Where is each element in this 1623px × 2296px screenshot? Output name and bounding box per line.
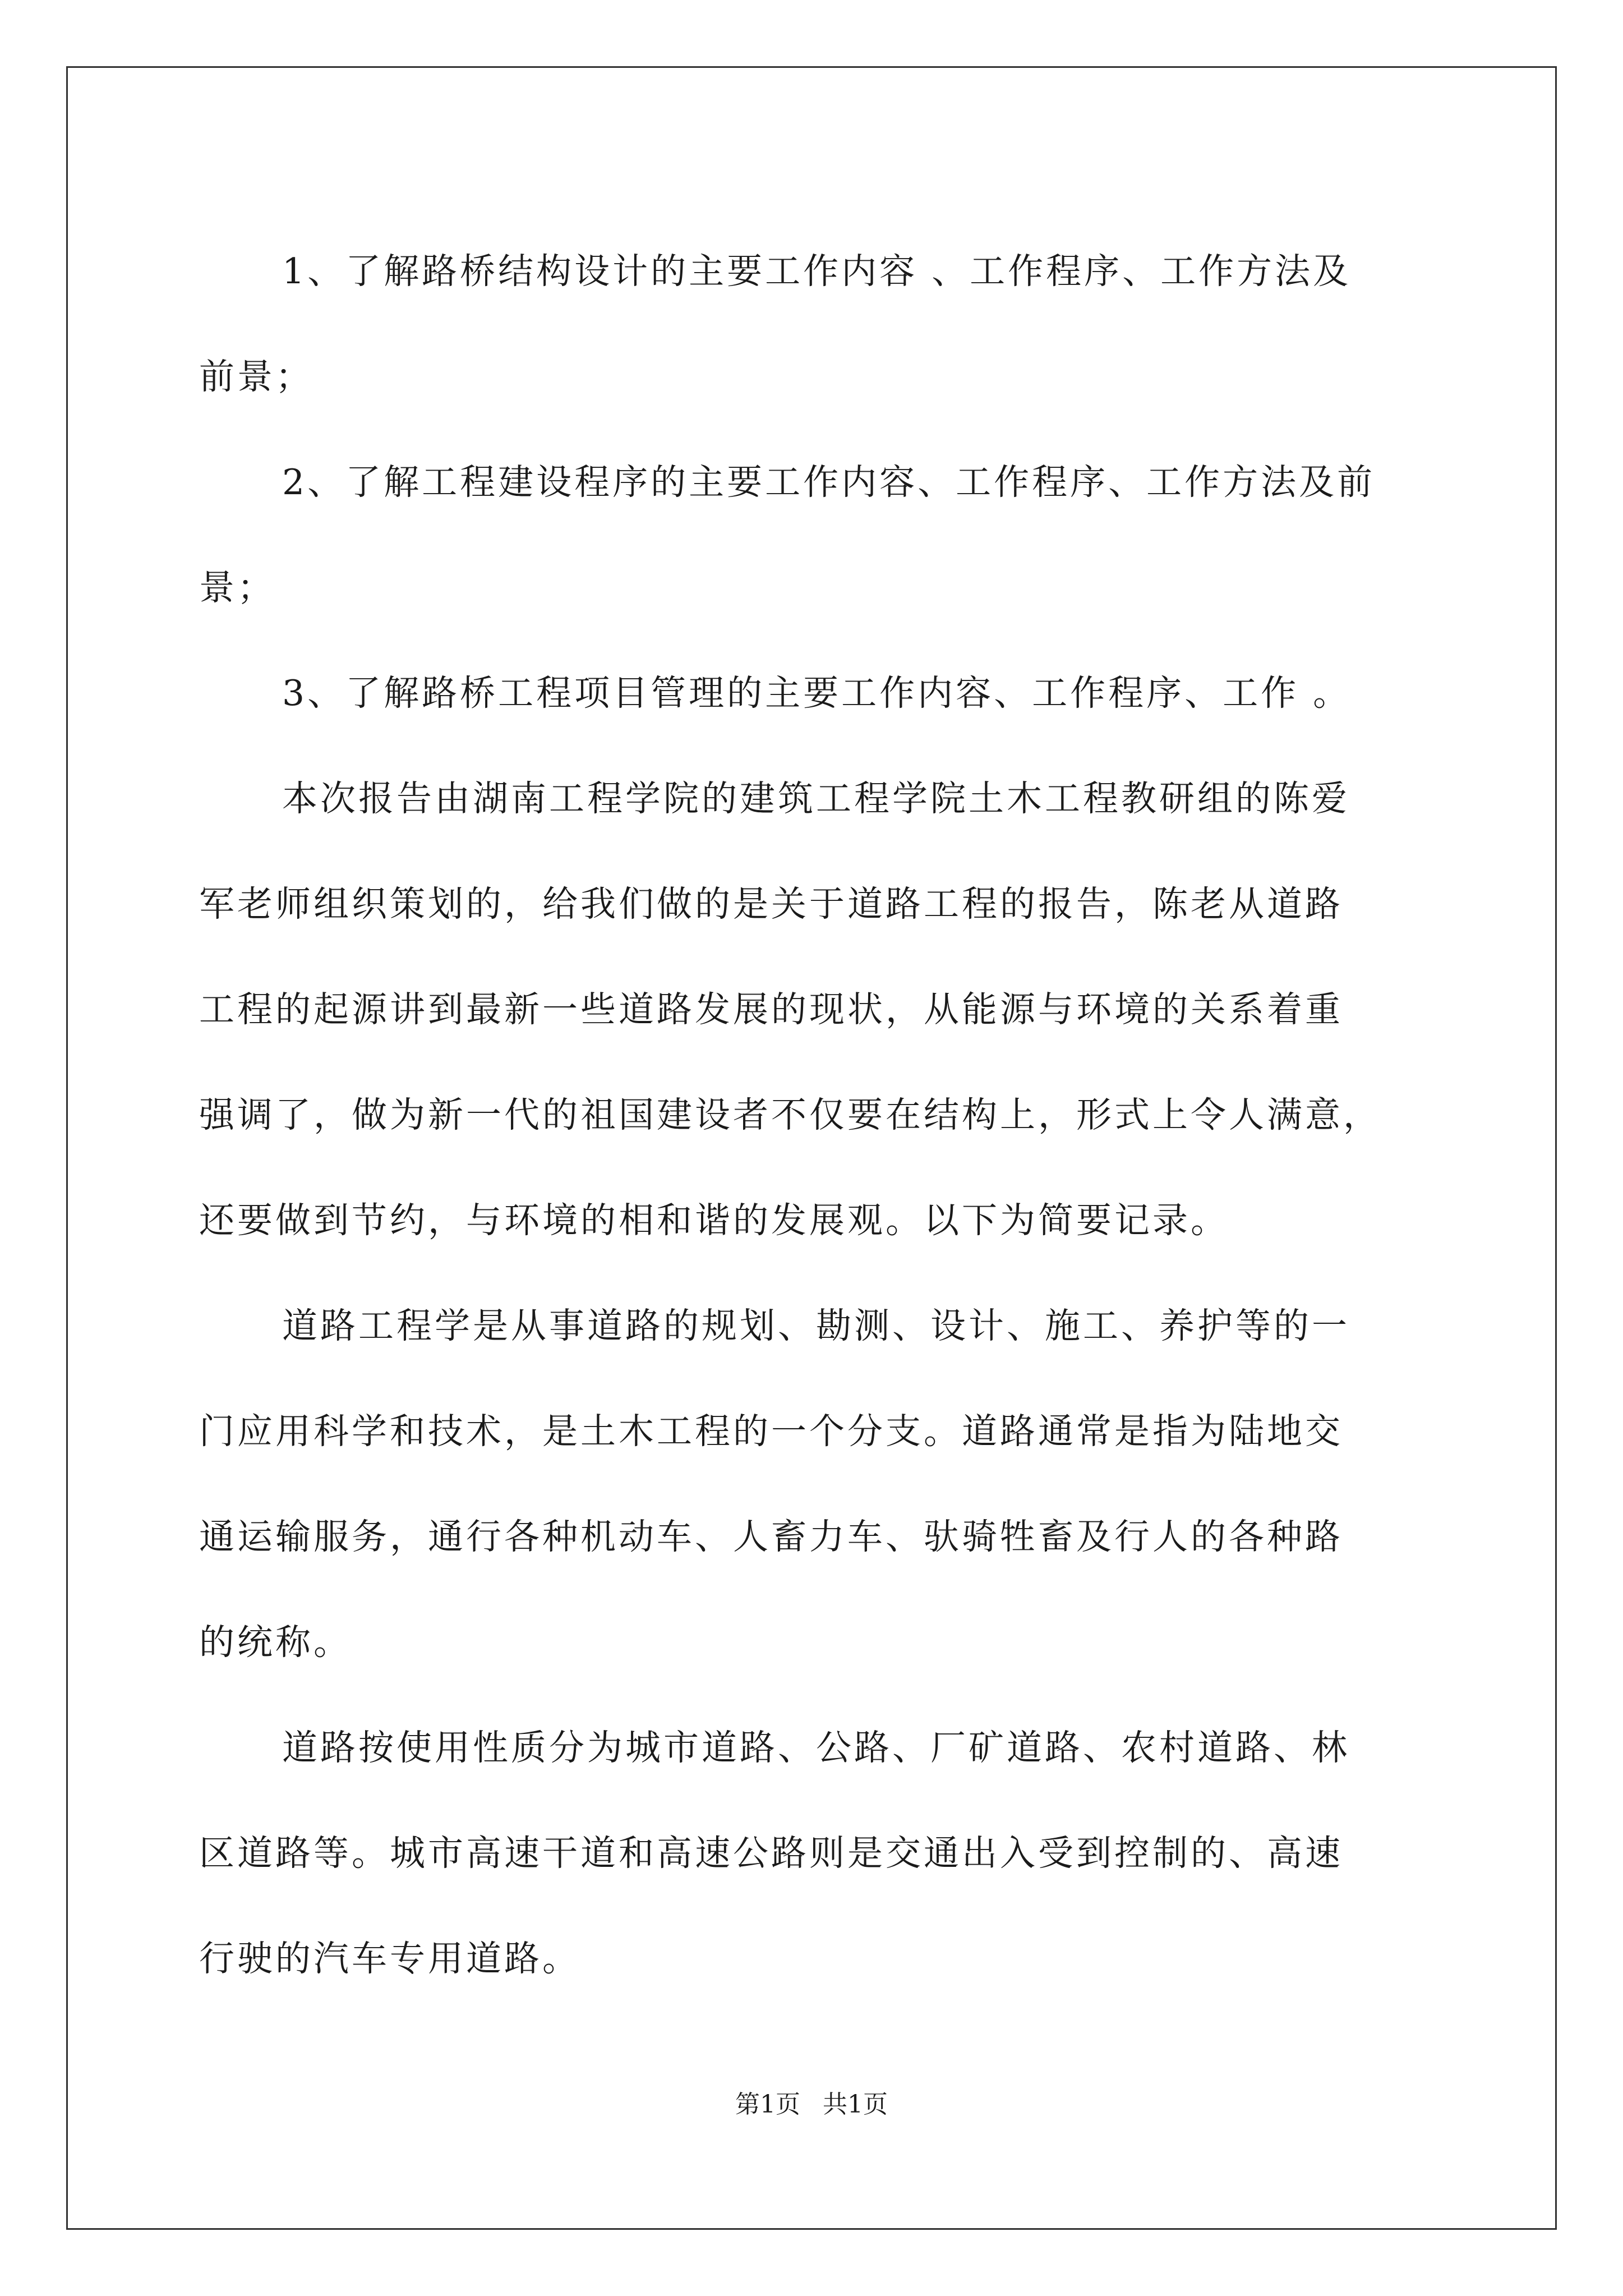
paragraph-line: 门应用科学和技术，是土木工程的一个分支。道路通常是指为陆地交: [199, 1411, 1343, 1452]
paragraph-line: 还要做到节约，与环境的相和谐的发展观。以下为简要记录。: [199, 1200, 1229, 1241]
paragraph-line: 3、了解路桥工程项目管理的主要工作内容、工作程序、工作 。: [282, 673, 1352, 714]
paragraph-line: 景；: [199, 567, 275, 608]
paragraph-line: 本次报告由湖南工程学院的建筑工程学院土木工程教研组的陈爱: [282, 778, 1350, 819]
paragraph-line: 1、了解路桥结构设计的主要工作内容 、工作程序、工作方法及: [282, 251, 1352, 292]
page-footer: [0, 2088, 1623, 2122]
paragraph-line: 的统称。: [199, 1622, 352, 1663]
paragraph-line: 区道路等。城市高速干道和高速公路则是交通出入受到控制的、高速: [199, 1833, 1343, 1874]
page-total: 共1页: [823, 2090, 888, 2119]
document-body: [199, 219, 1426, 2012]
paragraph-1: [199, 219, 1426, 430]
paragraph-line: 军老师组织策划的，给我们做的是关于道路工程的报告，陈老从道路: [199, 884, 1343, 924]
paragraph-line: 强调了，做为新一代的祖国建设者不仅要在结构上，形式上令人满意，: [199, 1094, 1381, 1135]
paragraph-4: [199, 746, 1426, 1273]
paragraph-3: [199, 641, 1426, 746]
paragraph-2: [199, 430, 1426, 641]
paragraph-line: 工程的起源讲到最新一些道路发展的现状，从能源与环境的关系着重: [199, 989, 1343, 1030]
paragraph-6: [199, 1695, 1426, 2012]
page-number: 第1页: [735, 2090, 800, 2119]
paragraph-line: 行驶的汽车专用道路。: [199, 1938, 580, 1979]
paragraph-line: 前景；: [199, 356, 313, 397]
paragraph-5: [199, 1273, 1426, 1695]
paragraph-line: 道路工程学是从事道路的规划、勘测、设计、施工、养护等的一: [282, 1305, 1350, 1346]
paragraph-line: 道路按使用性质分为城市道路、公路、厂矿道路、农村道路、林: [282, 1727, 1350, 1768]
paragraph-line: 通运输服务，通行各种机动车、人畜力车、驮骑牲畜及行人的各种路: [199, 1516, 1343, 1557]
paragraph-line: 2、了解工程建设程序的主要工作内容、工作程序、工作方法及前: [282, 462, 1376, 503]
